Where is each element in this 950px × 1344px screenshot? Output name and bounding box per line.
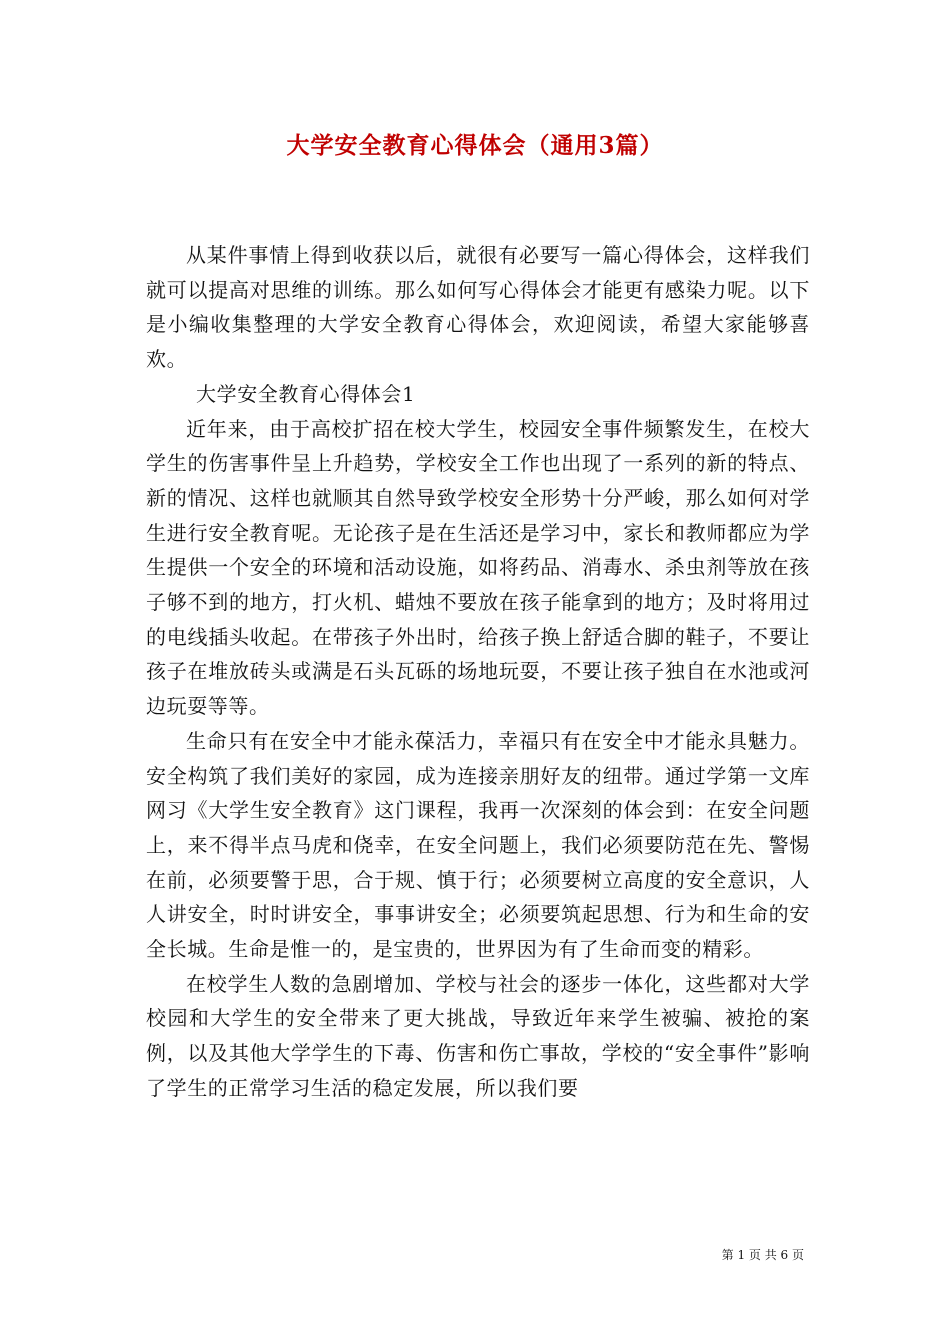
section-heading-1: 大学安全教育心得体会1	[196, 381, 416, 406]
body-paragraph-3: 在校学生人数的急剧增加、学校与社会的逐步一体化，这些都对大学校园和大学生的安全带来了更大挑战，导致近年来学生被骗、被抢的案例，以及其他大学学生的下毒、伤害和伤亡事故，学校的“安全事件”影响了学生的正常学习生活的稳定发展，所以我们要	[146, 971, 810, 1100]
page-footer: 第 1 页 共 6 页	[721, 1248, 804, 1262]
body-paragraph-1: 近年来，由于高校扩招在校大学生，校园安全事件频繁发生，在校大学生的伤害事件呈上升趋势，学校安全工作也出现了一系列的新的特点、新的情况、这样也就顺其自然导致学校安全形势十分严峻，那么如何对学生进行安全教育呢。无论孩子是在生活还是学习中，家长和教师都应为学生提供一个安全的环境和活动设施，如将药品、消毒水、杀虫剂等放在孩子够不到的地方，打火机、蜡烛不要放在孩子能拿到的地方；及时将用过的电线插头收起。在带孩子外出时，给孩子换上舒适合脚的鞋子，不要让孩子在堆放砖头或满是石头瓦砾的场地玩耍，不要让孩子独自在水池或河边玩耍等等。	[146, 416, 810, 719]
intro-paragraph: 从某件事情上得到收获以后，就很有必要写一篇心得体会，这样我们就可以提高对思维的训练。那么如何写心得体会才能更有感染力呢。以下是小编收集整理的大学安全教育心得体会，欢迎阅读，希望大家能够喜欢。	[146, 243, 810, 372]
body-paragraph-2: 生命只有在安全中才能永葆活力，幸福只有在安全中才能永具魅力。安全构筑了我们美好的家园，成为连接亲朋好友的纽带。通过学第一文库网习《大学生安全教育》这门课程，我再一次深刻的体会到：在安全问题上，来不得半点马虎和侥幸，在安全问题上，我们必须要防范在先、警惕在前，必须要警于思，合于规、慎于行；必须要树立高度的安全意识，人人讲安全，时时讲安全，事事讲安全；必须要筑起思想、行为和生命的安全长城。生命是惟一的，是宝贵的，世界因为有了生命而变的精彩。	[146, 728, 810, 962]
document-body	[146, 238, 810, 1106]
document-title: 大学安全教育心得体会（通用3篇）	[286, 132, 664, 159]
